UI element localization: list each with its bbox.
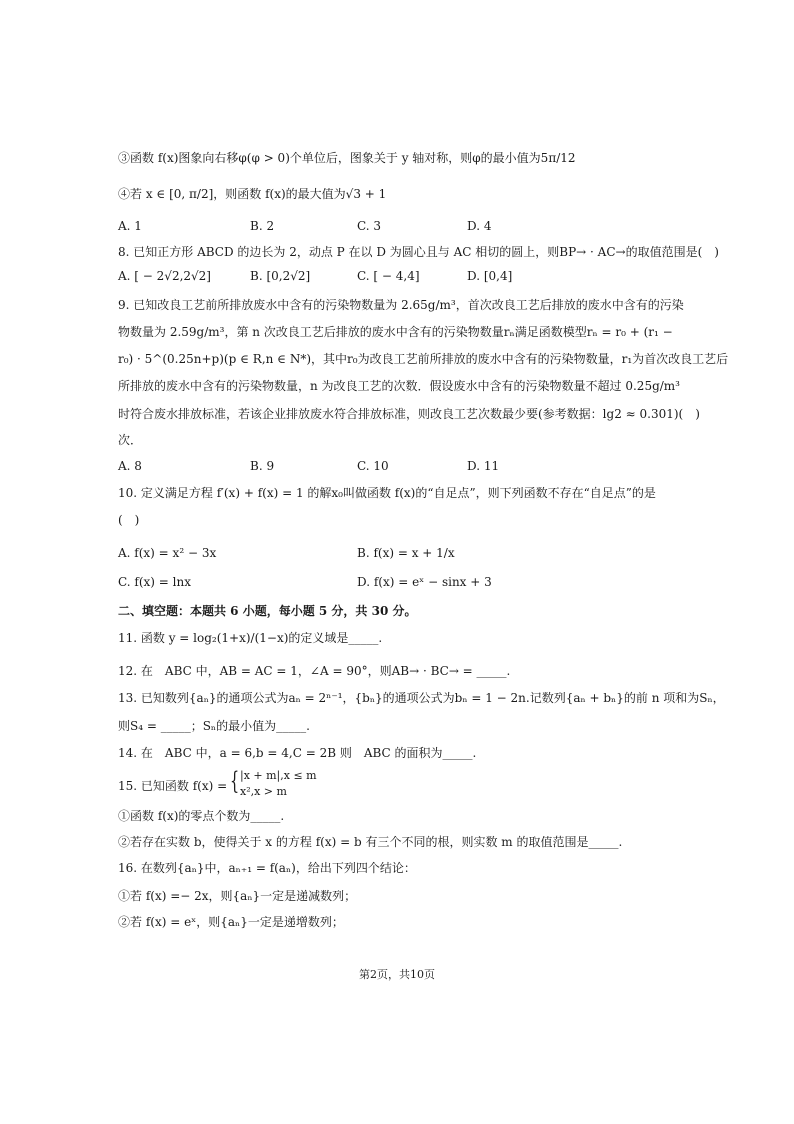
section-2-title: 二、填空题：本题共 6 小题，每小题 5 分，共 30 分。 (118, 604, 417, 618)
q10-option-b: B. f(x) = x + 1/x (357, 546, 455, 560)
q12-text: 12. 在 ABC 中，AB = AC = 1，∠A = 90°，则AB→ · BC→ = _____. (118, 664, 511, 678)
q9-line4: 所排放的废水中含有的污染物数量，n 为改良工艺的次数．假设废水中含有的污染物数量不超过 0.25g/m³ (118, 379, 680, 393)
q9-line3: r₀) · 5^(0.25n+p)(p ∈ R,n ∈ N*)，其中r₀为改良工艺前所排放的废水中含有的污染物数量，r₁为首次改良工艺后 (118, 352, 729, 366)
q15-case1: |x + m|,x ≤ m (240, 769, 317, 782)
q8-stem: 8. 已知正方形 ABCD 的边长为 2，动点 P 在以 D 为圆心且与 AC 相切的圆上，则BP→ · AC→的取值范围是( ) (118, 245, 719, 259)
q9-line5: 时符合废水排放标准，若该企业排放废水符合排放标准，则改良工艺次数最少要(参考数据：lg2 ≈ 0.301)( ) (118, 407, 700, 421)
q7-option-a: A. 1 (118, 219, 142, 233)
q15-item1: ①函数 f(x)的零点个数为_____. (118, 809, 285, 823)
q16-stem: 16. 在数列{aₙ}中，aₙ₊₁ = f(aₙ)，给出下列四个结论： (118, 861, 416, 875)
q7-option-c: C. 3 (357, 219, 382, 233)
q9-line1: 9. 已知改良工艺前所排放废水中含有的污染物数量为 2.65g/m³，首次改良工艺后排放的废水中含有的污染 (118, 298, 684, 312)
q10-line1: 10. 定义满足方程 f′(x) + f(x) = 1 的解x₀叫做函数 f(x)的“自足点”，则下列函数不存在“自足点”的是 (118, 486, 656, 500)
q15-brace: { (230, 767, 240, 795)
q9-option-b: B. 9 (250, 459, 275, 473)
q10-line2: ( ) (118, 513, 140, 527)
q8-option-c: C. [ − 4,4] (357, 269, 420, 283)
page-footer: 第2页，共10页 (359, 968, 435, 981)
q13-line1: 13. 已知数列{aₙ}的通项公式为aₙ = 2ⁿ⁻¹，{bₙ}的通项公式为bₙ = 1 − 2n.记数列{aₙ + bₙ}的前 n 项和为Sₙ， (118, 691, 725, 705)
q15-item2: ②若存在实数 b，使得关于 x 的方程 f(x) = b 有三个不同的根，则实数 m 的取值范围是_____. (118, 835, 623, 849)
q10-option-d: D. f(x) = eˣ − sinx + 3 (357, 575, 492, 589)
q7-option-b: B. 2 (250, 219, 275, 233)
q11-text: 11. 函数 y = log₂(1+x)/(1−x)的定义域是_____. (118, 631, 383, 645)
q9-option-c: C. 10 (357, 459, 389, 473)
q9-line6: 次． (118, 433, 143, 447)
q15-case2: x²,x > m (240, 785, 287, 798)
q9-option-a: A. 8 (118, 459, 142, 473)
q9-option-d: D. 11 (467, 459, 500, 473)
q10-option-c: C. f(x) = lnx (118, 575, 191, 589)
q14-text: 14. 在 ABC 中，a = 6,b = 4,C = 2B 则 ABC 的面积为_____. (118, 746, 477, 760)
q10-option-a: A. f(x) = x² − 3x (118, 546, 217, 560)
q8-option-a: A. [ − 2√2,2√2] (118, 269, 211, 283)
q7-item3: ③函数 f(x)图象向右移φ(φ > 0)个单位后，图象关于 y 轴对称，则φ的最小值为5π/12 (118, 151, 576, 165)
q7-option-d: D. 4 (467, 219, 492, 233)
q8-option-d: D. [0,4] (467, 269, 513, 283)
q15-stem: 15. 已知函数 f(x) = (118, 779, 228, 793)
q13-line2: 则S₄ = _____；Sₙ的最小值为_____. (118, 719, 310, 733)
q16-item2: ②若 f(x) = eˣ，则{aₙ}一定是递增数列； (118, 915, 344, 929)
q9-line2: 物数量为 2.59g/m³，第 n 次改良工艺后排放的废水中含有的污染物数量rₙ满足函数模型rₙ = r₀ + (r₁ − (118, 325, 673, 339)
q16-item1: ①若 f(x) =− 2x，则{aₙ}一定是递减数列； (118, 889, 357, 903)
q7-item4: ④若 x ∈ [0, π/2]，则函数 f(x)的最大值为√3 + 1 (118, 187, 387, 201)
q8-option-b: B. [0,2√2] (250, 269, 311, 283)
